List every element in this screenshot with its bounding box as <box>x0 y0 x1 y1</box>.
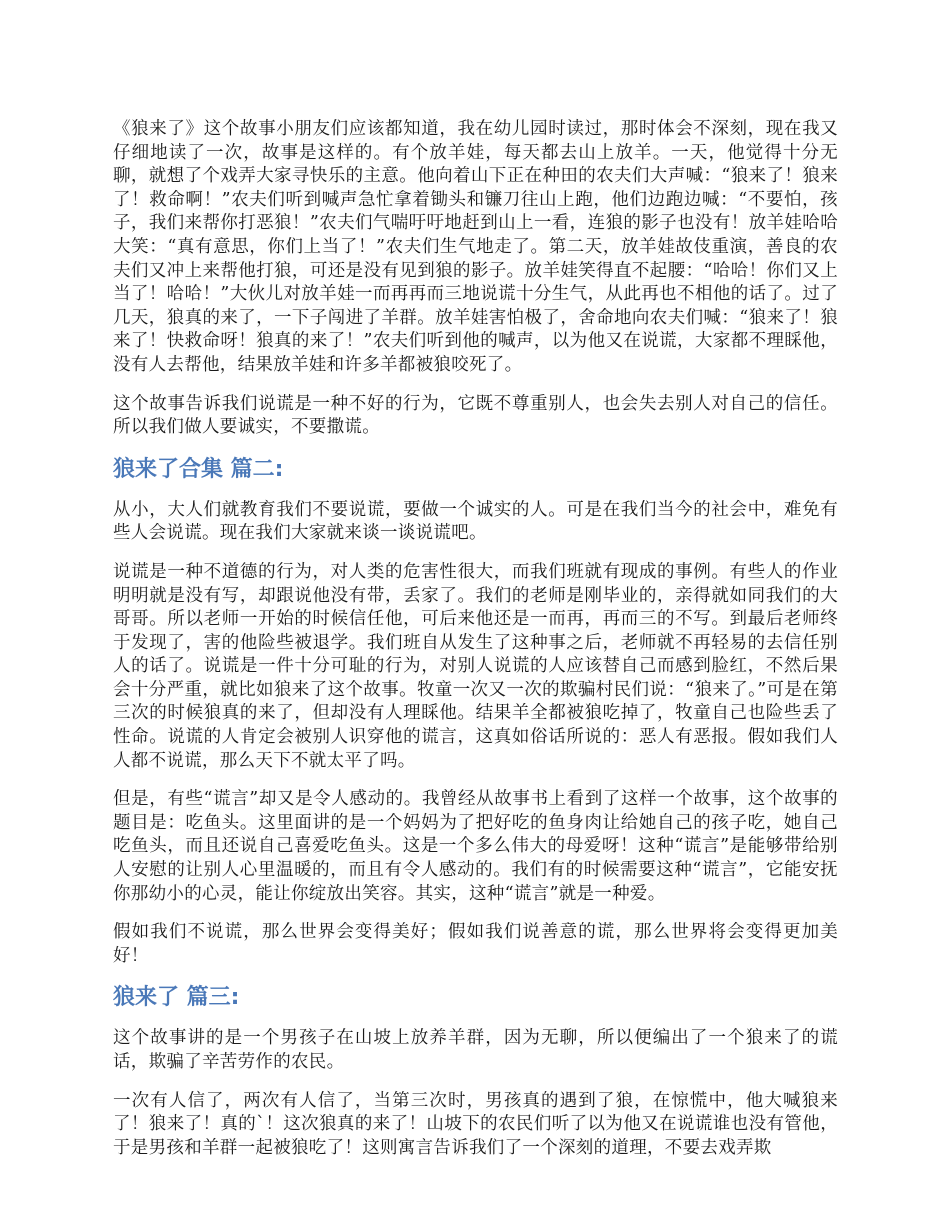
story-paragraph: 《狼来了》这个故事小朋友们应该都知道，我在幼儿园时读过，那时体会不深刻，现在我又仔细地读了一次，故事是这样的。有个放羊娃，每天都去山上放羊。一天，他觉得十分无聊，就想了个戏弄大家寻快乐的主意。他向着山下正在种田的农夫们大声喊：“狼来了！狼来了！救命啊！”农夫们听到喊声急忙拿着锄头和镰刀往山上跑，他们边跑边喊：“不要怕，孩子，我们来帮你打恶狼！”农夫们气喘吁吁地赶到山上一看，连狼的影子也没有！放羊娃哈哈大笑：“真有意思，你们上当了！”农夫们生气地走了。第二天，放羊娃故伎重演，善良的农夫们又冲上来帮他打狼，可还是没有见到狼的影子。放羊娃笑得直不起腰：“哈哈！你们又上当了！哈哈！”大伙儿对放羊娃一而再再而三地说谎十分生气，从此再也不相他的话了。过了几天，狼真的来了，一下子闯进了羊群。放羊娃害怕极了，舍命地向农夫们喊：“狼来了！狼来了！快救命呀！狼真的来了！”农夫们听到他的喊声，以为他又在说谎，大家都不理睬他，没有人去帮他，结果放羊娃和许多羊都被狼咬死了。 <box>113 119 838 375</box>
section2-paragraph-1: 从小，大人们就教育我们不要说谎，要做一个诚实的人。可是在我们当今的社会中，难免有些人会说谎。现在我们大家就来谈一谈说谎吧。 <box>113 499 838 544</box>
section2-paragraph-3: 但是，有些“谎言”却又是令人感动的。我曾经从故事书上看到了这样一个故事，这个故事的题目是：吃鱼头。这里面讲的是一个妈妈为了把好吃的鱼身肉让给她自己的孩子吃，她自己吃鱼头，而且还说自己喜爱吃鱼头。这是一个多么伟大的母爱呀！这种“谎言”是能够带给别人安慰的让别人心里温暖的，而且有令人感动的。我们有的时候需要这种“谎言”，它能安抚你那幼小的心灵，能让你绽放出笑容。其实，这种“谎言”就是一种爱。 <box>113 789 838 904</box>
document-page <box>113 118 838 1175</box>
section3-paragraph-1: 这个故事讲的是一个男孩子在山坡上放养羊群，因为无聊，所以便编出了一个狼来了的谎话，欺骗了辛苦劳作的农民。 <box>113 1028 838 1072</box>
section2-paragraph-4: 假如我们不说谎，那么世界会变得美好；假如我们说善意的谎，那么世界将会变得更加美好！ <box>113 922 838 966</box>
section-heading-2: 狼来了合集 篇二: <box>113 456 284 482</box>
moral-paragraph: 这个故事告诉我们说谎是一种不好的行为，它既不尊重别人，也会失去别人对自己的信任。所以我们做人要诚实，不要撒谎。 <box>113 393 838 438</box>
section-heading-3: 狼来了 篇三: <box>113 985 240 1011</box>
section2-paragraph-2: 说谎是一种不道德的行为，对人类的危害性很大，而我们班就有现成的事例。有些人的作业明明就是没有写，却跟说他没有带，丢家了。我们的老师是刚毕业的，亲得就如同我们的大哥哥。所以老师一开始的时候信任他，可后来他还是一而再，再而三的不写。到最后老师终于发现了，害的他险些被退学。我们班自从发生了这种事之后，老师就不再轻易的去信任别人的话了。说谎是一件十分可耻的行为，对别人说谎的人应该替自己而感到脸红，不然后果会十分严重，就比如狼来了这个故事。牧童一次又一次的欺骗村民们说：“狼来了。”可是在第三次的时候狼真的来了，但却没有人理睬他。结果羊全都被狼吃掉了，牧童自己也险些丢了性命。说谎的人肯定会被别人识穿他的谎言，这真如俗话所说的：恶人有恶报。假如我们人人都不说谎，那么天下不就太平了吗。 <box>113 561 838 771</box>
section3-paragraph-2: 一次有人信了，两次有人信了，当第三次时，男孩真的遇到了狼，在惊慌中，他大喊狼来了！狼来了！真的`！这次狼真的来了！山坡下的农民们听了以为他又在说谎谁也没有管他，于是男孩和羊群一起被狼吃了！这则寓言告诉我们了一个深刻的道理，不要去戏弄欺 <box>113 1090 838 1158</box>
